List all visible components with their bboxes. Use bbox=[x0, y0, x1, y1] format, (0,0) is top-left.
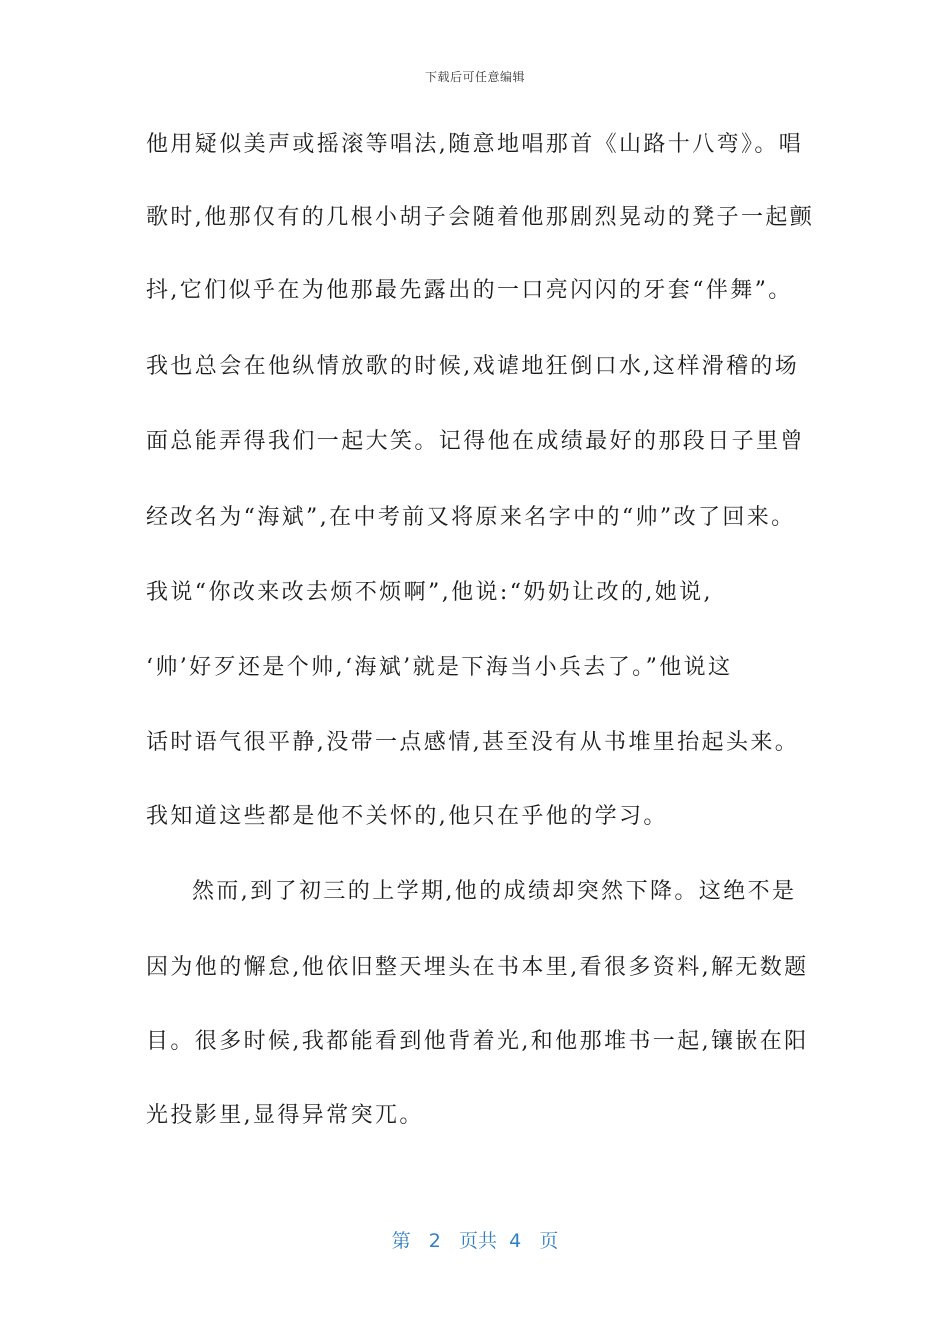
footer-label-end: 页 bbox=[539, 1230, 559, 1252]
text-line: 我说“你改来改去烦不烦啊”,他说:“奶奶让改的,她说, bbox=[146, 580, 713, 605]
text-line: 光投影里,显得异常突兀。 bbox=[146, 1103, 424, 1128]
text-line: 歌时,他那仅有的几根小胡子会随着他那剧烈晃动的凳子一起颤 bbox=[146, 205, 815, 230]
text-line: 我知道这些都是他不关怀的,他只在乎他的学习。 bbox=[146, 804, 668, 829]
footer-current-page: 2 bbox=[428, 1230, 441, 1252]
text-line: 面总能弄得我们一起大笑。记得他在成绩最好的那段日子里曾 bbox=[146, 429, 805, 454]
text-line-paragraph-start: 然而,到了初三的上学期,他的成绩却突然下降。这绝不是 bbox=[192, 879, 797, 904]
text-line: 他用疑似美声或摇滚等唱法,随意地唱那首《山路十八弯》。唱 bbox=[146, 132, 804, 157]
footer-label-page: 第 bbox=[391, 1230, 411, 1252]
footer-label-total: 页共 bbox=[459, 1230, 498, 1252]
text-line: 因为他的懈怠,他依旧整天埋头在书本里,看很多资料,解无数题 bbox=[146, 955, 809, 980]
footer-total-pages: 4 bbox=[509, 1230, 522, 1252]
text-line: 经改名为“海斌”,在中考前又将原来名字中的“帅”改了回来。 bbox=[146, 505, 796, 530]
text-line: 抖,它们似乎在为他那最先露出的一口亮闪闪的牙套“伴舞”。 bbox=[146, 278, 793, 303]
header-note: 下载后可任意编辑 bbox=[424, 70, 525, 84]
text-line: 目。很多时候,我都能看到他背着光,和他那堆书一起,镶嵌在阳 bbox=[146, 1029, 809, 1054]
text-line: ‘帅’好歹还是个帅,‘海斌’就是下海当小兵去了。”他说这 bbox=[146, 655, 733, 680]
text-line: 我也总会在他纵情放歌的时候,戏谑地狂倒口水,这样滑稽的场 bbox=[146, 354, 800, 379]
page-footer bbox=[0, 1226, 950, 1253]
text-line: 话时语气很平静,没带一点感情,甚至没有从书堆里抬起头来。 bbox=[146, 730, 800, 755]
